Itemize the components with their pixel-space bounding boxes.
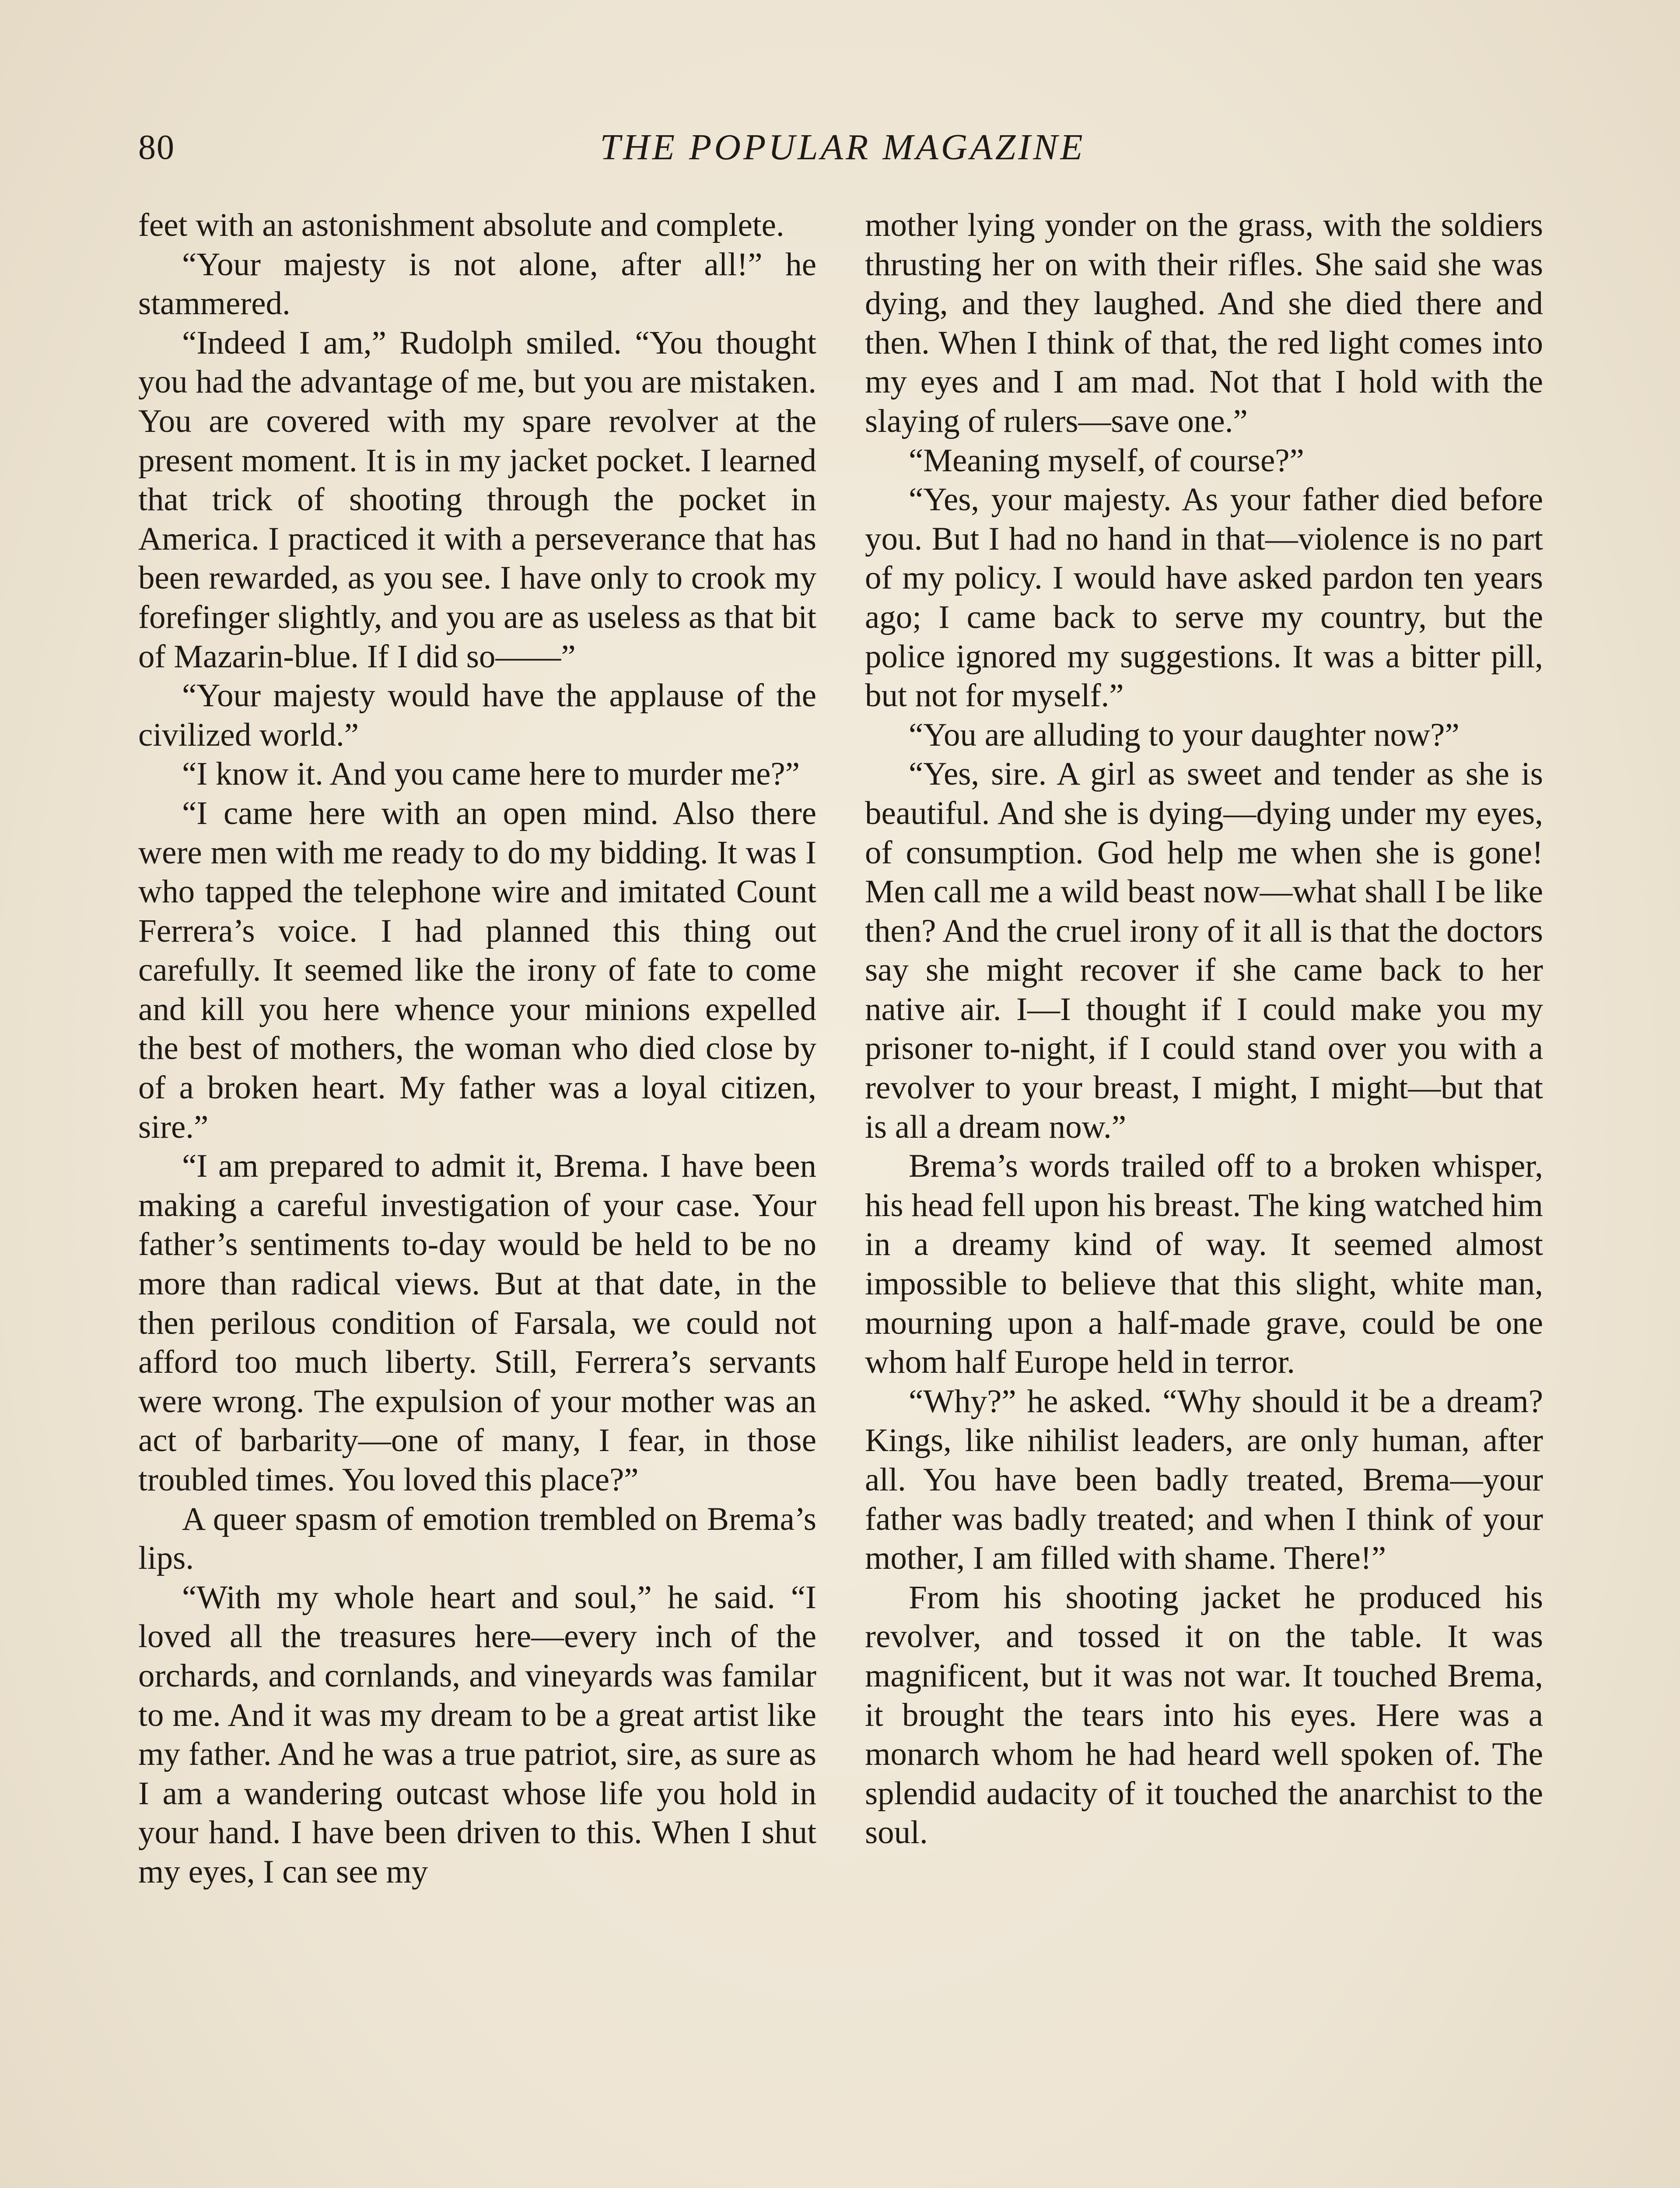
paragraph: mother lying yonder on the grass, with the soldiers thrusting her on with their rifles. She said she was dying, and they laughed. And she died there and then. When I think of that, the red light comes into my eyes and I am mad. Not that I hold with the slaying of rulers—save one.” (865, 207, 1543, 439)
page-number: 80 (138, 128, 175, 167)
paragraph: “Yes, your majesty. As your father died before you. But I had no hand in that—violence is no part of my policy. I would have asked pardon ten years ago; I came back to serve my country, but the police ignored my suggestions. It was a bitter pill, but not for myself.” (865, 481, 1543, 714)
right-column (865, 206, 1543, 1852)
paragraph: “Your majesty is not alone, after all!” he stammered. (138, 246, 816, 322)
paragraph: “With my whole heart and soul,” he said. “I loved all the treasures here—every inch of the orchards, and cornlands, and vineyards was familar to me. And it was my dream to be a great artist like my father. And he was a true patriot, sire, as sure as I am a wandering outcast whose life you hold in your hand. I have been driven to this. When I shut my eyes, I can see my (138, 1579, 816, 1890)
paragraph: From his shooting jacket he produced his revolver, and tossed it on the table. It was magnificent, but it was not war. It touched Brema, it brought the tears into his eyes. Here was a monarch whom he had heard well spoken of. The splendid audacity of it touched the anarchist to the soul. (865, 1579, 1543, 1851)
paragraph: Brema’s words trailed off to a broken whisper, his head fell upon his breast. The king watched him in a dreamy kind of way. It seemed almost impossible to believe that this slight, white man, mourning upon a half-made grave, could be one whom half Europe held in terror. (865, 1148, 1543, 1381)
paragraph: “Your majesty would have the applause of the civilized world.” (138, 677, 816, 753)
left-column (138, 206, 816, 1892)
running-title: THE POPULAR MAGAZINE (600, 127, 1085, 168)
paragraph: “I came here with an open mind. Also there were men with me ready to do my bidding. It was I who tapped the telephone wire and imitated Count Ferrera’s voice. I had planned this thing out carefully. It seemed like the irony of fate to come and kill you here whence your minions expelled the best of mothers, the woman who died close by of a broken heart. My father was a loyal citizen, sire.” (138, 795, 816, 1145)
paragraph: “I am prepared to admit it, Brema. I have been making a careful investigation of your case. Your father’s sentiments to-day would be held to be no more than radical views. But at that date, in the then perilous condition of Farsala, we could not afford too much liberty. Still, Ferrera’s servants were wrong. The expulsion of your mother was an act of barbarity—one of many, I fear, in those troubled times. You loved this place?” (138, 1148, 816, 1498)
paragraph: “I know it. And you came here to murder me?” (182, 756, 800, 792)
paragraph: “Indeed I am,” Rudolph smiled. “You thought you had the advantage of me, but you are mistaken. You are covered with my spare revolver at the present moment. It is in my jacket pocket. I learned that trick of shooting through the pocket in America. I practiced it with a perseverance that has been rewarded, as you see. I have only to crook my forefinger slightly, and you are as useless as that bit of Mazarin-blue. If I did so——” (138, 324, 816, 675)
page-header (138, 123, 1547, 172)
paragraph: “You are alluding to your daughter now?” (909, 716, 1460, 753)
paragraph: feet with an astonishment absolute and complete. (138, 207, 784, 243)
paragraph: “Yes, sire. A girl as sweet and tender as she is beautiful. And she is dying—dying under my eyes, of consumption. God help me when she is gone! Men call me a wild beast now—what shall I be like then? And the cruel irony of it all is that the doctors say she might recover if she came back to her native air. I—I thought if I could make you my prisoner to-night, if I could stand over you with a revolver to your breast, I might, I might—but that is all a dream now.” (865, 756, 1543, 1145)
paragraph: “Meaning myself, of course?” (909, 442, 1304, 479)
paragraph: A queer spasm of emotion trembled on Brema’s lips. (138, 1501, 816, 1577)
paragraph: “Why?” he asked. “Why should it be a dream? Kings, like nihilist leaders, are only human, after all. You have been badly treated, Brema—your father was badly treated; and when I think of your mother, I am filled with shame. There!” (865, 1383, 1543, 1577)
